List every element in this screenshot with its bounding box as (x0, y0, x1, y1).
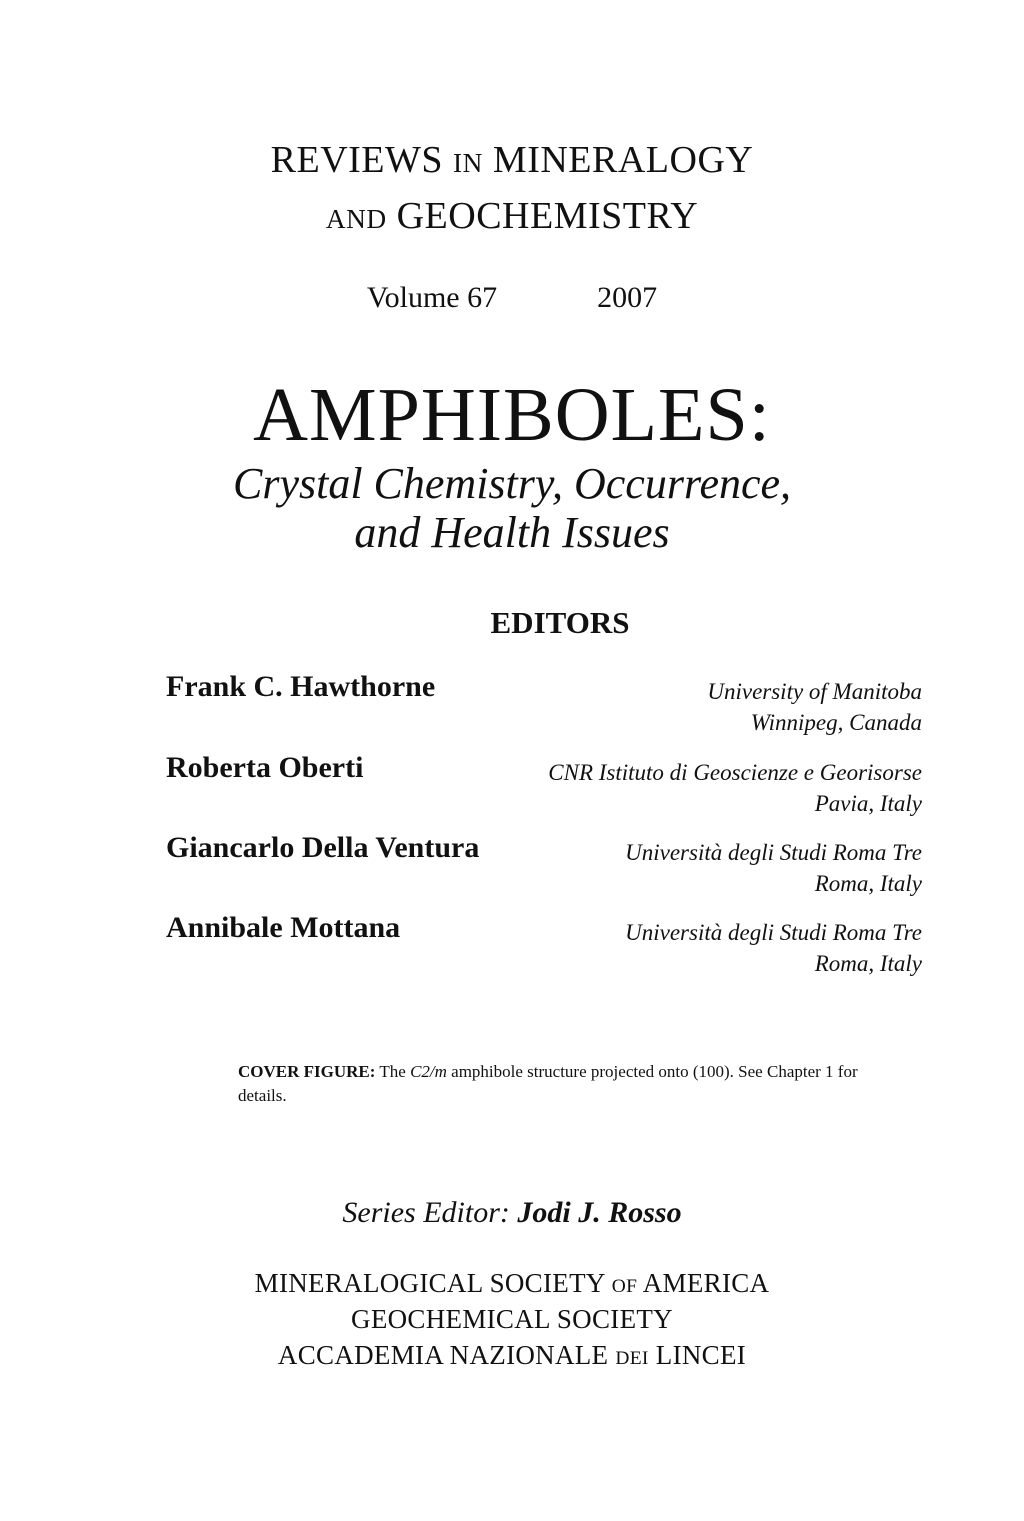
editor-location: Pavia, Italy (814, 791, 922, 816)
editor-affiliation (402, 676, 922, 738)
editor-location: Roma, Italy (814, 871, 922, 896)
series-editor-label: Series Editor: (342, 1196, 510, 1229)
editors-heading: EDITORS (490, 605, 630, 640)
volume-year: 2007 (597, 281, 658, 314)
series-editor-name: Jodi J. Rosso (517, 1196, 682, 1229)
cover-figure-text-before: The (379, 1062, 406, 1081)
publisher-1-part-a: MINERALOGICAL SOCIETY (254, 1268, 605, 1298)
cover-figure-text-after: amphibole structure projected onto (100). See Chapter 1 for details. (238, 1062, 858, 1105)
publisher-3-part-a: ACCADEMIA NAZIONALE (277, 1340, 609, 1370)
publisher-3-part-b: LINCEI (655, 1340, 747, 1370)
volume-line (0, 281, 1024, 315)
series-editor-line (0, 1196, 1024, 1230)
volume-number: Volume 67 (366, 281, 498, 314)
series-word-reviews: REVIEWS (270, 139, 444, 181)
editor-institution: Università degli Studi Roma Tre (625, 920, 922, 945)
editor-affiliation (402, 757, 922, 819)
cover-figure-symbol: C2/m (410, 1062, 447, 1081)
publisher-1-of: OF (611, 1276, 638, 1297)
series-word-in: IN (453, 148, 483, 178)
series-title-line1 (0, 138, 1024, 182)
publisher-3-dei: DEI (615, 1348, 649, 1369)
editor-name: Frank C. Hawthorne (166, 670, 436, 703)
publisher-line3 (0, 1340, 1024, 1371)
editor-location: Roma, Italy (814, 951, 922, 976)
series-word-and: AND (325, 204, 387, 234)
cover-figure-label: COVER FIGURE: (238, 1062, 376, 1081)
editor-institution: University of Manitoba (707, 679, 922, 704)
book-subtitle-line2: and Health Issues (354, 508, 670, 557)
publisher-line1 (0, 1268, 1024, 1299)
editor-name: Roberta Oberti (166, 751, 364, 784)
publisher-line2: GEOCHEMICAL SOCIETY (351, 1304, 673, 1334)
publisher-1-part-b: AMERICA (642, 1268, 770, 1298)
editor-name: Giancarlo Della Ventura (166, 831, 480, 864)
book-subtitle-line1: Crystal Chemistry, Occurrence, (232, 459, 792, 508)
editor-institution: Università degli Studi Roma Tre (625, 840, 922, 865)
editor-location: Winnipeg, Canada (750, 710, 922, 735)
series-title-line2 (0, 194, 1024, 238)
editor-affiliation (402, 917, 922, 979)
cover-figure-note (238, 1060, 878, 1108)
editor-institution: CNR Istituto di Geoscienze e Georisorse (548, 760, 922, 785)
editor-name: Annibale Mottana (166, 911, 401, 944)
series-word-geochemistry: GEOCHEMISTRY (396, 195, 699, 237)
book-title: AMPHIBOLES: (253, 373, 771, 457)
series-word-mineralogy: MINERALOGY (492, 139, 754, 181)
editor-affiliation (402, 837, 922, 899)
